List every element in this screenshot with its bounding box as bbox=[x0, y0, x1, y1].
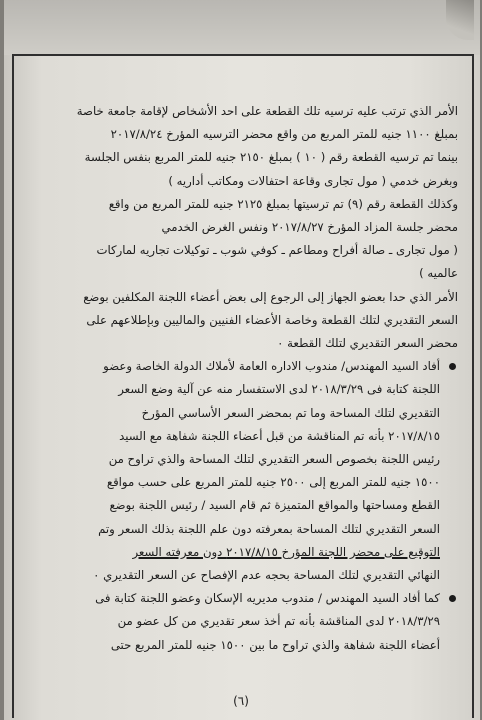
bullet-item-2 bbox=[26, 587, 458, 657]
text-line: عالميه ) bbox=[419, 266, 458, 281]
text-line: السعر التقديري لتلك القطعة وخاصة الأعضاء الفنيين والماليين وبإطلاعهم على bbox=[86, 312, 458, 327]
text-line: الأمر الذي حدا بعضو الجهاز إلى الرجوع إلى بعض أعضاء اللجنة المكلفين بوضع bbox=[83, 289, 458, 304]
text-line: وكذلك القطعة رقم (٩) تم ترسيتها بمبلغ ٢١٢٥ جنيه للمتر المربع من واقع bbox=[108, 196, 458, 211]
text-line: محضر السعر التقديري لتلك القطعة ٠ bbox=[277, 336, 458, 351]
bullet-dot-icon bbox=[449, 595, 456, 602]
text-line: وبغرض خدمي ( مول تجارى وقاعة احتفالات ومكاتب أداريه ) bbox=[168, 173, 458, 188]
text-line: اللجنة كتابة فى ٢٠١٨/٣/٢٩ لدى الاستفسار منه عن آلية وضع السعر bbox=[118, 382, 440, 397]
text-line: بينما تم ترسيه القطعة رقم ( ١٠ ) بمبلغ ٢١٥٠ جنيه للمتر المربع بنفس الجلسة bbox=[84, 150, 458, 165]
page-number: (٦) bbox=[233, 694, 249, 708]
text-line: بمبلغ ١١٠٠ جنيه للمتر المربع من واقع محضر الترسيه المؤرخ ٢٠١٧/٨/٢٤ bbox=[110, 127, 458, 142]
text-line: رئيس اللجنة بخصوص السعر التقديري لتلك المساحة والذي تراوح من bbox=[108, 452, 440, 467]
text-line: الأمر الذي ترتب عليه ترسيه تلك القطعة على احد الأشخاص لإقامة جامعة خاصة bbox=[76, 104, 458, 118]
previous-page-edge bbox=[4, 0, 480, 55]
bullet-item-1 bbox=[26, 355, 458, 587]
text-line: ( مول تجارى ـ صالة أفراح ومطاعم ـ كوفي شوب ـ توكيلات تجاريه لماركات bbox=[96, 243, 458, 258]
text-line: السعر التقديري لتلك المساحة بمعرفته دون علم اللجنة بذلك السعر وتم bbox=[98, 521, 440, 536]
text-line: التقديري لتلك المساحة وما تم بمحضر السعر الأساسي المؤرخ bbox=[141, 405, 440, 420]
text-line: ٢٠١٨/٣/٢٩ لدى المناقشة بأنه تم أخذ سعر تقديري من كل عضو من bbox=[117, 614, 440, 629]
text-line: أفاد السيد المهندس/ مندوب الاداره العامة لأملاك الدولة الخاصة وعضو bbox=[103, 359, 440, 374]
text-line: ١٥٠٠ جنيه للمتر المربع إلى ٢٥٠٠ جنيه للمتر المربع على حسب مواقع bbox=[106, 475, 440, 490]
bullet-dot-icon bbox=[449, 363, 456, 370]
text-line: ٢٠١٧/٨/١٥ بأنه تم المناقشة من قبل أعضاء اللجنة شفاهة مع السيد bbox=[119, 428, 440, 443]
text-line: كما أفاد السيد المهندس / مندوب مديريه الإسكان وعضو اللجنة كتابة فى bbox=[95, 591, 440, 606]
text-line: القطع ومساحتها والمواقع المتميزة ثم قام السيد / رئيس اللجنة بوضع bbox=[109, 498, 440, 513]
text-line: أعضاء اللجنة شفاهة والذي تراوح ما بين ١٥٠٠ جنيه للمتر المربع حتى bbox=[110, 637, 440, 652]
text-line: النهائي التقديري لتلك المساحة بحجه عدم الإفصاح عن السعر التقديري ٠ bbox=[93, 568, 440, 583]
underlined-text-line: التوقيع على محضر اللجنة المؤرخ ٢٠١٧/٨/١٥ دون معرفته السعر bbox=[132, 544, 440, 559]
document-body bbox=[26, 100, 458, 657]
text-line: محضر جلسة المزاد المؤرخ ٢٠١٧/٨/٢٧ ونفس الغرض الخدمي bbox=[161, 220, 458, 235]
